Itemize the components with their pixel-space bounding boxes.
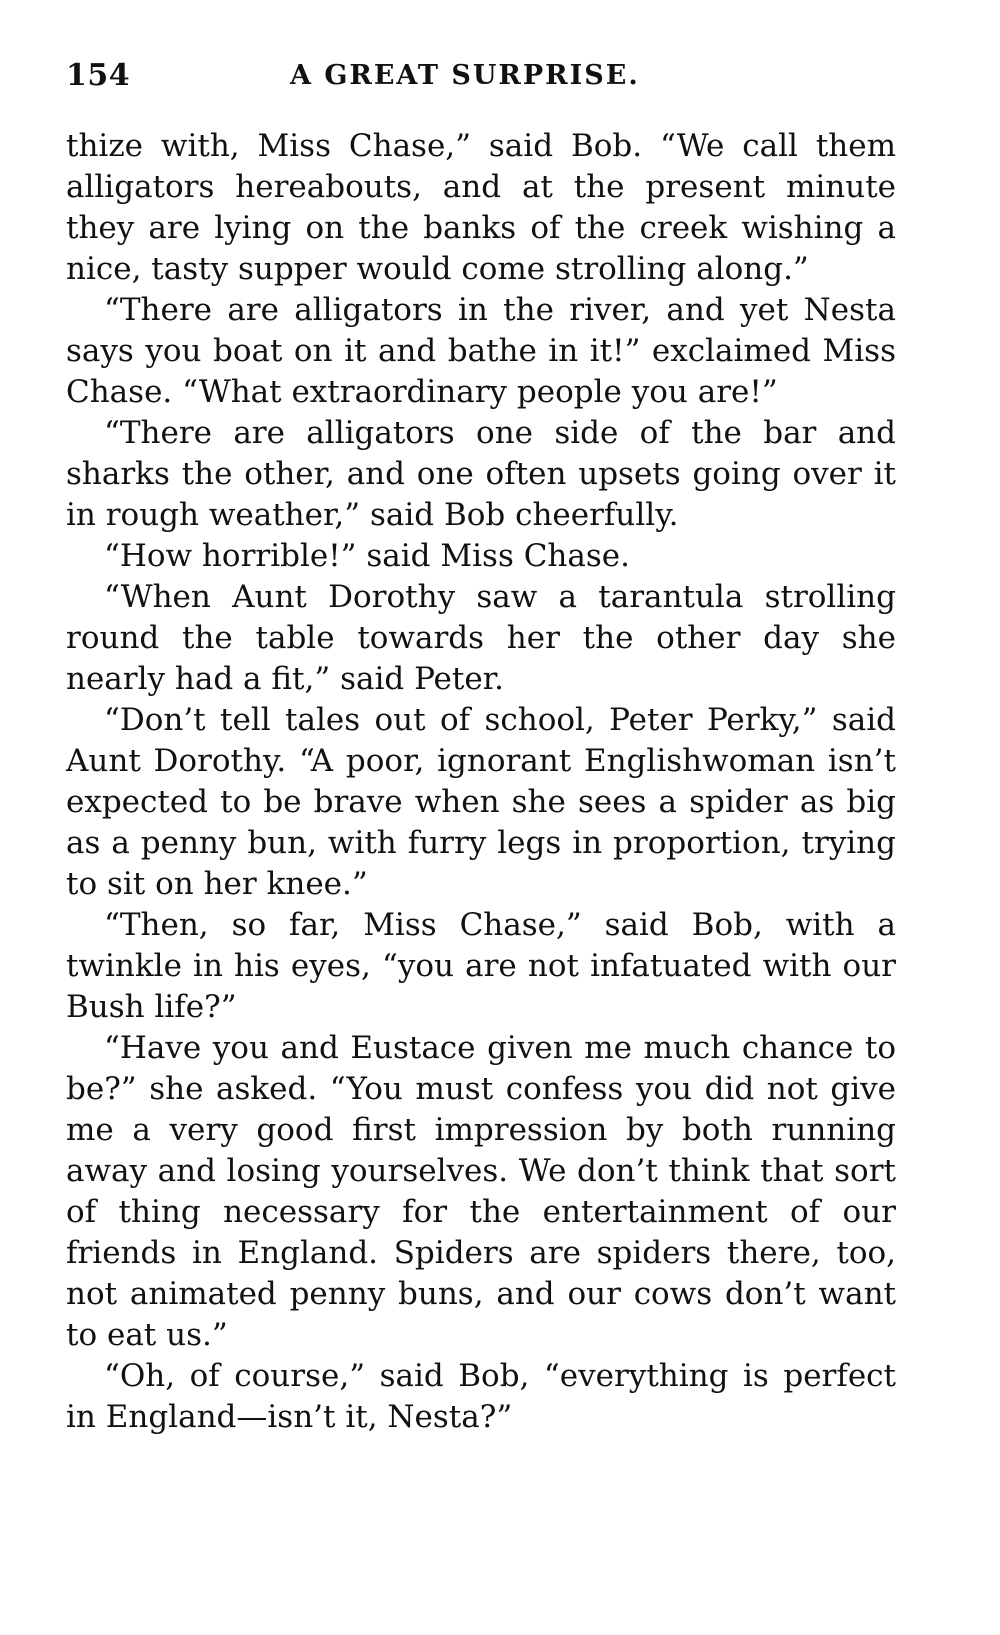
paragraph: “When Aunt Dorothy saw a tarantula strolling round the table towards her the other day she nearly had a fit,” said Peter. <box>66 579 896 697</box>
book-page <box>66 48 896 1438</box>
paragraph: “There are alligators one side of the bar and sharks the other, and one often upsets going over it in rough weather,” said Bob cheerfully. <box>66 415 896 533</box>
paragraph: “Have you and Eustace given me much chance to be?” she asked. “You must confess you did not give me a very good first impression by both running away and losing yourselves. We don’t think that sort of thing necessary for the entertainment of our friends in England. Spiders are spiders there, too, not animated penny buns, and our cows don’t want to eat us.” <box>66 1030 896 1353</box>
body-text <box>66 126 896 1438</box>
paragraph: “Oh, of course,” said Bob, “everything is perfect in England—isn’t it, Nesta?” <box>66 1358 896 1435</box>
paragraph: “How horrible!” said Miss Chase. <box>104 538 630 574</box>
paragraph: “Then, so far, Miss Chase,” said Bob, with a twinkle in his eyes, “you are not infatuated with our Bush life?” <box>66 907 896 1025</box>
page-number: 154 <box>66 58 131 93</box>
page-header <box>66 48 896 98</box>
paragraph: thize with, Miss Chase,” said Bob. “We call them alligators hereabouts, and at the present minute they are lying on the banks of the creek wishing a nice, tasty supper would come strolling along.” <box>66 128 896 287</box>
paragraph: “There are alligators in the river, and yet Nesta says you boat on it and bathe in it!” exclaimed Miss Chase. “What extraordinary people you are!” <box>66 292 896 410</box>
paragraph: “Don’t tell tales out of school, Peter Perky,” said Aunt Dorothy. “A poor, ignorant Englishwoman isn’t expected to be brave when she sees a spider as big as a penny bun, with furry legs in proportion, trying to sit on her knee.” <box>66 702 896 902</box>
running-title: A GREAT SURPRISE. <box>290 60 640 91</box>
